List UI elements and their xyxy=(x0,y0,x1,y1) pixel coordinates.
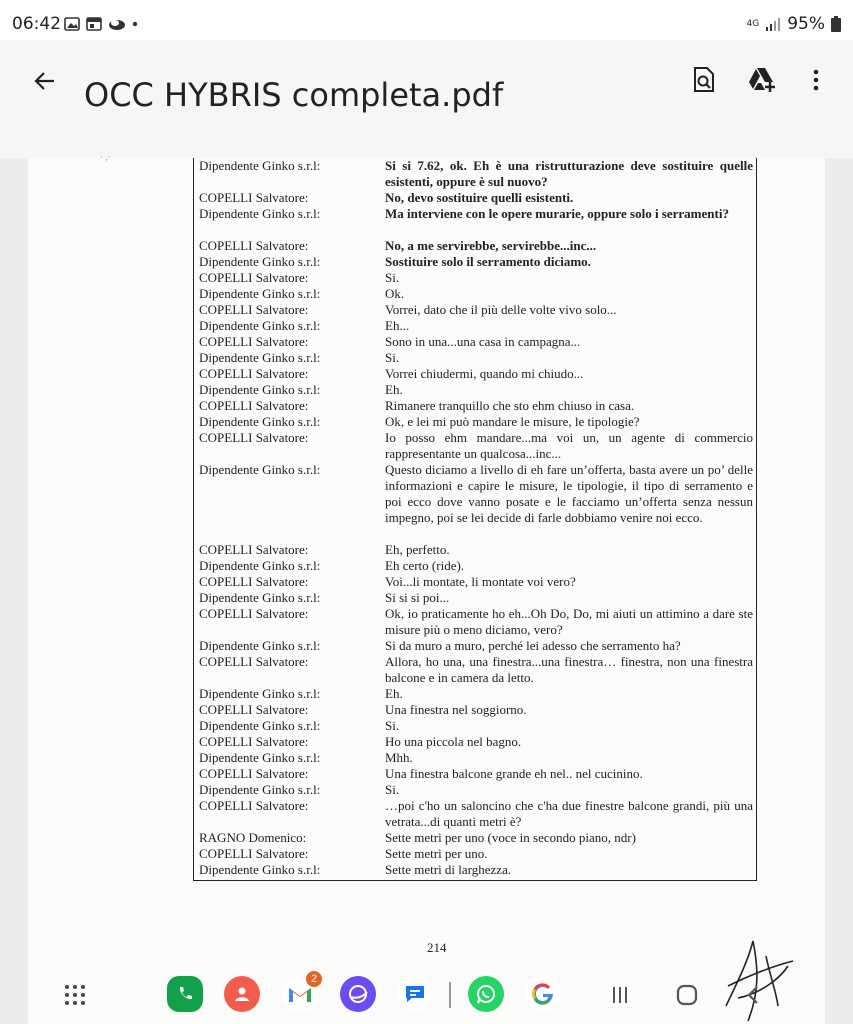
document-search-icon xyxy=(692,67,716,93)
arrow-back-icon xyxy=(34,70,56,92)
speaker-name: Dipendente Ginko s.r.l: xyxy=(199,382,321,397)
google-icon xyxy=(531,982,555,1006)
speaker-name: Dipendente Ginko s.r.l: xyxy=(199,750,321,765)
speaker-name: Dipendente Ginko s.r.l: xyxy=(199,462,321,477)
speech-text: Sette metri per uno. xyxy=(385,846,488,861)
speaker-name: COPELLI Salvatore: xyxy=(199,798,309,813)
gmail-icon xyxy=(287,984,313,1004)
gmail-badge: 2 xyxy=(306,971,322,987)
messages-icon xyxy=(403,983,427,1005)
speaker-name: Dipendente Ginko s.r.l: xyxy=(199,862,321,877)
speaker-name: COPELLI Salvatore: xyxy=(199,238,309,253)
transcript-table xyxy=(193,158,757,881)
home-button[interactable] xyxy=(672,980,702,1010)
speech-text: Una finestra nel soggiorno. xyxy=(385,702,527,717)
speech-text: Allora, ho una, una finestra...una finestra… finestra, non una finestra balcone e in camera da letto. xyxy=(385,654,753,685)
speaker-name: Dipendente Ginko s.r.l: xyxy=(199,254,321,269)
speech-text: Io posso ehm mandare...ma voi un, un agente di commercio rappresentante un qualcosa...inc... xyxy=(385,430,753,461)
speaker-name: COPELLI Salvatore: xyxy=(199,302,309,317)
add-to-drive-button[interactable] xyxy=(745,62,781,98)
speech-text: Eh, perfetto. xyxy=(385,542,450,557)
speaker-name: COPELLI Salvatore: xyxy=(199,270,309,285)
notification-icons xyxy=(64,16,138,32)
speech-text: Si da muro a muro, perché lei adesso che serramento ha? xyxy=(385,638,681,653)
status-right xyxy=(747,14,842,34)
speech-text: Si. xyxy=(385,350,400,365)
speaker-name: COPELLI Salvatore: xyxy=(199,734,309,749)
speech-text: Si. xyxy=(385,782,400,797)
signal-icon xyxy=(765,17,781,31)
speaker-name: COPELLI Salvatore: xyxy=(199,366,309,381)
speech-text: Sette metri per uno (voce in secondo piano, ndr) xyxy=(385,830,636,845)
status-time: 06:42 xyxy=(12,14,61,34)
speech-text: Mhh. xyxy=(385,750,413,765)
speaker-name: COPELLI Salvatore: xyxy=(199,574,309,589)
network-type: 4G xyxy=(746,19,760,29)
speaker-name: COPELLI Salvatore: xyxy=(199,606,309,621)
speech-text: No, devo sostituire quelli esistenti. xyxy=(385,190,574,205)
speaker-name: COPELLI Salvatore: xyxy=(199,654,309,669)
speech-text: Ok. xyxy=(385,286,405,301)
whatsapp-icon xyxy=(475,983,497,1005)
speaker-name: COPELLI Salvatore: xyxy=(199,766,309,781)
speaker-name: COPELLI Salvatore: xyxy=(199,702,309,717)
search-document-button[interactable] xyxy=(686,62,722,98)
speaker-name: COPELLI Salvatore: xyxy=(199,190,309,205)
speaker-name: Dipendente Ginko s.r.l: xyxy=(199,206,321,221)
recent-apps-button[interactable] xyxy=(605,980,635,1010)
speech-text: Questo diciamo a livello di eh fare un’offerta, basta avere un po’ delle informazioni e capire le misure, le tipologie, il tipo di serramento e poi ecco dove vanno posate e le facciamo un’offerta senza nessun impegno, poi se lei decide di farle dobbiamo venire noi ecco. xyxy=(385,462,753,525)
phone-app[interactable] xyxy=(167,976,203,1012)
recents-icon xyxy=(610,985,630,1005)
speaker-name: Dipendente Ginko s.r.l: xyxy=(199,286,321,301)
speaker-name: COPELLI Salvatore: xyxy=(199,846,309,861)
speech-text: Ho una piccola nel bagno. xyxy=(385,734,522,749)
speech-text: Si si si poi... xyxy=(385,590,450,605)
speaker-name: Dipendente Ginko s.r.l: xyxy=(199,590,321,605)
speaker-name: RAGNO Domenico: xyxy=(199,830,307,845)
speech-text: Eh. xyxy=(385,382,403,397)
speaker-name: Dipendente Ginko s.r.l: xyxy=(199,158,321,173)
messages-app[interactable] xyxy=(397,976,433,1012)
speaker-name: Dipendente Ginko s.r.l: xyxy=(199,558,321,573)
speech-text: Si. xyxy=(385,270,400,285)
speech-text: Ok, e lei mi può mandare le misure, le tipologie? xyxy=(385,414,640,429)
speech-text: Sette metri di larghezza. xyxy=(385,862,512,877)
dot-icon xyxy=(132,21,138,27)
speech-text: Eh certo (ride). xyxy=(385,558,465,573)
speech-text: Sono in una...una casa in campagna... xyxy=(385,334,581,349)
gallery-icon xyxy=(64,16,80,32)
page-number: 214 xyxy=(427,940,447,955)
speaker-name: COPELLI Salvatore: xyxy=(199,334,309,349)
app-header xyxy=(0,40,853,158)
battery-percent: 95% xyxy=(787,14,825,34)
speech-text: Una finestra balcone grande eh nel.. nel cucinino. xyxy=(385,766,643,781)
cloud-icon xyxy=(108,16,126,32)
internet-app[interactable] xyxy=(340,976,376,1012)
speaker-name: COPELLI Salvatore: xyxy=(199,430,309,445)
drive-add-icon xyxy=(748,67,778,93)
speaker-name: COPELLI Salvatore: xyxy=(199,542,309,557)
google-app[interactable] xyxy=(525,976,561,1012)
speaker-name: Dipendente Ginko s.r.l: xyxy=(199,350,321,365)
dock-divider xyxy=(449,982,451,1008)
chevron-left-icon xyxy=(745,985,761,1005)
battery-icon xyxy=(831,16,841,32)
document-title: OCC HYBRIS completa.pdf xyxy=(84,76,504,114)
back-button[interactable] xyxy=(28,64,62,98)
speech-text: Ma interviene con le opere murarie, oppure solo i serramenti? xyxy=(385,206,729,221)
calendar-icon xyxy=(86,16,102,32)
speaker-name: Dipendente Ginko s.r.l: xyxy=(199,782,321,797)
more-vert-icon xyxy=(813,69,819,91)
more-options-button[interactable] xyxy=(798,62,834,98)
speaker-name: Dipendente Ginko s.r.l: xyxy=(199,414,321,429)
speech-text: No, a me servirebbe, servirebbe...inc... xyxy=(385,238,597,253)
speech-text: Vorrei, dato che il più delle volte vivo solo... xyxy=(385,302,617,317)
speech-text: Si. xyxy=(385,718,400,733)
speech-text: Sostituire solo il serramento diciamo. xyxy=(385,254,591,269)
back-nav-button[interactable] xyxy=(738,980,768,1010)
internet-icon xyxy=(347,983,369,1005)
speech-text: Si si 7.62, ok. Eh è una ristrutturazione deve sostituire quelle esistenti, oppure è sul nuovo? xyxy=(385,158,753,189)
speaker-name: Dipendente Ginko s.r.l: xyxy=(199,638,321,653)
speech-text: Ok, io praticamente ho eh...Oh Do, Do, mi aiuti un attimino a dare ste misure più o meno diciamo, vero? xyxy=(385,606,753,637)
speaker-name: Dipendente Ginko s.r.l: xyxy=(199,718,321,733)
whatsapp-app[interactable] xyxy=(468,976,504,1012)
scan-mark: · ,· xyxy=(100,152,111,162)
phone-icon xyxy=(176,985,194,1003)
speech-text: Vorrei chiudermi, quando mi chiudo... xyxy=(385,366,584,381)
speaker-name: COPELLI Salvatore: xyxy=(199,398,309,413)
speech-text: Eh. xyxy=(385,686,403,701)
speaker-name: Dipendente Ginko s.r.l: xyxy=(199,318,321,333)
speech-text: Voi...li montate, li montate voi vero? xyxy=(385,574,576,589)
apps-button[interactable] xyxy=(60,980,90,1010)
speech-text: Rimanere tranquillo che sto ehm chiuso in casa. xyxy=(385,398,635,413)
home-icon xyxy=(676,984,698,1006)
contacts-app[interactable] xyxy=(224,976,260,1012)
speech-text: Eh... xyxy=(385,318,410,333)
contacts-icon xyxy=(233,985,251,1003)
apps-grid-icon xyxy=(64,984,86,1006)
speech-text: …poi c'ho un saloncino che c'ha due finestre balcone grandi, più una vetrata...di quanti metri è? xyxy=(385,798,753,829)
speaker-name: Dipendente Ginko s.r.l: xyxy=(199,686,321,701)
